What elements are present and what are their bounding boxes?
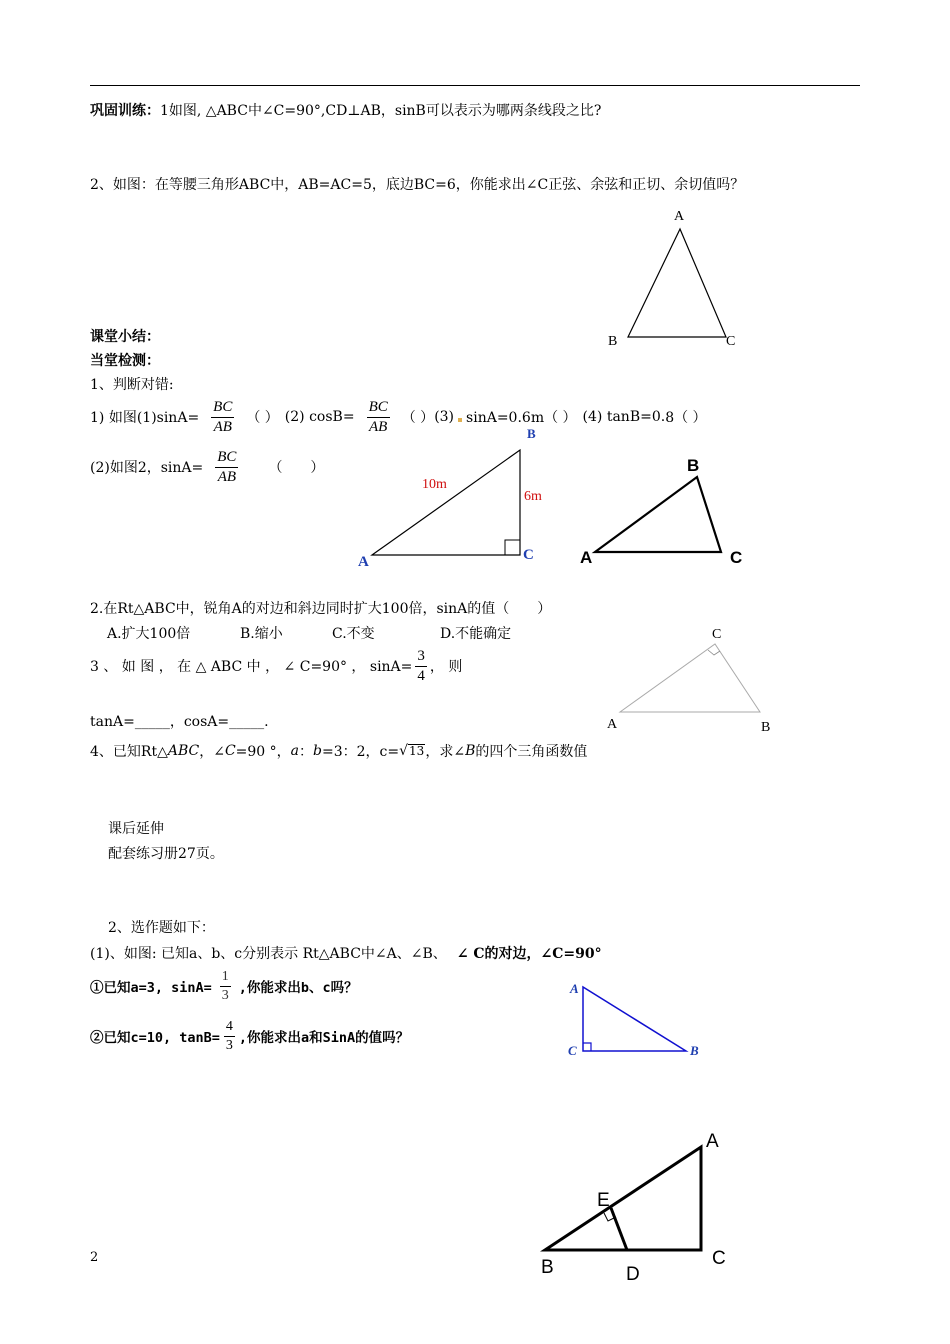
figure-1-right-triangle xyxy=(350,425,550,575)
q3-line2: tanA=_____，cosA=_____. xyxy=(90,714,269,730)
q4-part1: 4、已知Rt△ xyxy=(90,744,168,760)
judge-item1-prefix: 1) 如图(1)sinA= xyxy=(90,410,200,427)
fraction-bc-ab-3: $\frac{BC}{AB}$ xyxy=(217,449,237,485)
fraction-bc-ab: $\frac{BC}{AB}$ xyxy=(213,399,233,435)
fig1-label-b: B xyxy=(527,426,536,441)
choice-item1-prefix: ①已知a=3, sinA= xyxy=(90,980,212,996)
judge-item2-prefix: (2) cosB= xyxy=(284,409,355,426)
fig5-label-a: A xyxy=(706,1131,719,1152)
fig4-label-a: A xyxy=(570,981,579,996)
judge-item4: (4) tanB=0. xyxy=(582,409,666,426)
exercise-q1 xyxy=(90,100,601,120)
choice-intro-text: (1)、如图: 已知a、b、c分别表示 Rt△ABC中∠A、∠B、 xyxy=(90,946,447,962)
judge-row2-paren: （ ） xyxy=(268,460,325,477)
fraction-1-3: $\frac{1}{3}$ xyxy=(221,969,229,1003)
fig1-leg-label: 6m xyxy=(524,489,542,504)
scale-option-d: D.不能确定 xyxy=(440,626,512,642)
fig2-label-b: B xyxy=(687,456,700,475)
judge-item3: (3) xyxy=(434,409,455,426)
extension-text: 配套练习册27页。 xyxy=(108,846,224,862)
fig5-label-b: B xyxy=(541,1257,554,1278)
fig2-label-c: C xyxy=(730,548,743,567)
q4-abc: ABC xyxy=(167,743,200,759)
exercise-q1-text: 1如图, △ABC中∠C=90°,CD⊥AB，sinB可以表示为哪两条线段之比? xyxy=(160,103,602,119)
fig1-label-c: C xyxy=(523,547,534,563)
q4-B: B xyxy=(465,743,476,759)
iso-label-c: C xyxy=(726,334,736,349)
q3-prefix: 3 、 如 图 ， 在 △ ABC 中 ， ∠ C=90° ， sinA= xyxy=(90,659,413,676)
choice-item-1 xyxy=(90,968,358,1004)
q4-root: 13 xyxy=(409,744,425,758)
sqrt-symbol: √ xyxy=(399,743,409,759)
choice-title: 2、选作题如下： xyxy=(108,920,215,936)
summary-heading: 课堂小结： xyxy=(90,329,160,345)
fraction-bc-ab-2: $\frac{BC}{AB}$ xyxy=(368,399,388,435)
q4-part7: 的四个三角函数值 xyxy=(475,744,588,760)
choice-intro-bold: ∠ C的对边，∠C=90° xyxy=(456,946,602,962)
scale-option-b: B.缩小 xyxy=(240,626,283,642)
q4-c: C xyxy=(224,743,236,759)
fig1-hyp-label: 10m xyxy=(422,477,447,492)
fig1-label-a: A xyxy=(358,554,369,570)
fraction-4-3: $\frac{4}{3}$ xyxy=(225,1019,233,1053)
figure-4-blue-triangle xyxy=(560,975,720,1065)
iso-label-a: A xyxy=(674,209,685,224)
choice-intro xyxy=(90,943,602,963)
q4-part6: ，求∠ xyxy=(425,744,466,760)
q4-part2: ，∠ xyxy=(199,744,225,760)
q4-b: b xyxy=(313,743,322,759)
fig5-label-d: D xyxy=(626,1264,640,1285)
q4-part3: =90 °， xyxy=(235,744,291,760)
fig4-label-b: B xyxy=(690,1043,699,1058)
choice-item2-suffix: ,你能求出a和SinA的值吗？ xyxy=(238,1030,410,1046)
choice-item-2 xyxy=(90,1018,409,1054)
q4-part5: =3：2，c= xyxy=(322,744,400,760)
page-number: 2 xyxy=(90,1250,99,1265)
extension-title: 课后延伸 xyxy=(108,821,164,837)
judge-item2-paren: （ ） xyxy=(401,410,435,427)
scale-option-a: A.扩大100倍 xyxy=(107,626,191,642)
exercise-q2: 2、如图：在等腰三角形ABC中，AB=AC=5，底边BC=6，你能求出∠C正弦、余弦和正切、余切值吗？ xyxy=(90,177,745,193)
fraction-3-4: $\frac{3}{4}$ xyxy=(417,648,425,684)
scale-question: 2.在Rt△ABC中，锐角A的对边和斜边同时扩大100倍，sinA的值（ ） xyxy=(90,601,552,617)
q4-a: a xyxy=(290,743,300,759)
fig5-label-e: E xyxy=(597,1190,610,1211)
scale-option-c: C.不变 xyxy=(332,626,375,642)
fig5-label-c: C xyxy=(712,1248,726,1269)
figure-5-triangle xyxy=(535,1125,755,1290)
fig3-label-a: A xyxy=(607,717,618,732)
judge-row-2 xyxy=(90,448,324,487)
fig3-label-b: B xyxy=(761,720,771,735)
choice-item1-suffix: ,你能求出b、c吗？ xyxy=(238,980,358,996)
fig3-label-c: C xyxy=(712,627,722,642)
highlight-marker xyxy=(458,418,462,422)
q3-suffix: ， 则 xyxy=(429,659,463,676)
fig2-label-a: A xyxy=(580,548,593,567)
header-rule xyxy=(90,85,860,86)
judge-item4-rest: 8（ ） xyxy=(665,410,707,427)
judge-item1-paren: （ ） xyxy=(246,410,279,427)
figure-3-triangle xyxy=(600,620,780,740)
iso-label-b: B xyxy=(608,334,618,349)
isosceles-triangle-figure xyxy=(600,205,760,355)
judge-title: 1、判断对错: xyxy=(90,377,174,393)
judge-row2-prefix: (2)如图2，sinA= xyxy=(90,460,204,477)
judge-item3-rest: sinA=0.6m（ ） xyxy=(466,410,577,427)
exercise-heading: 巩固训练： xyxy=(90,103,160,119)
q4-line xyxy=(90,741,587,761)
q3-line1 xyxy=(90,647,462,686)
q4-part4: ： xyxy=(299,744,314,760)
fig4-label-c: C xyxy=(568,1043,577,1058)
test-heading: 当堂检测： xyxy=(90,353,160,369)
figure-2-triangle xyxy=(575,452,755,572)
choice-item2-prefix: ②已知c=10, tanB= xyxy=(90,1030,220,1046)
